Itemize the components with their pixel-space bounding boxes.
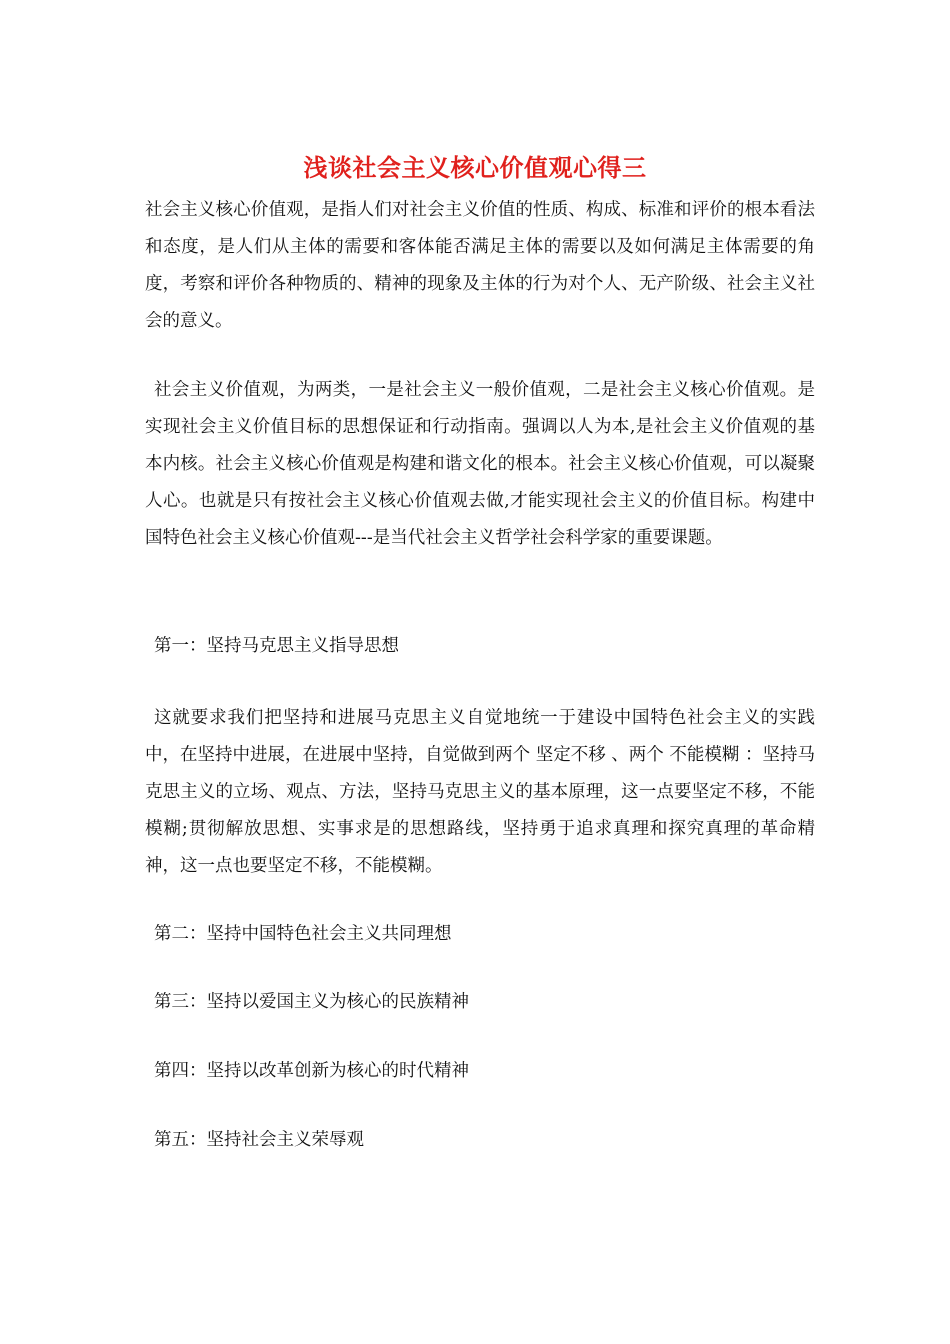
document-title: 浅谈社会主义核心价值观心得三 [303,153,647,182]
paragraph-point-one-detail: 这就要求我们把坚持和进展马克思主义自觉地统一于建设中国特色社会主义的实践中，在坚持中进展，在进展中坚持，自觉做到两个 坚定不移 、两个 不能模糊 ：坚持马克思主义的立场、观点、方法，坚持马克思主义的基本原理，这一点要坚定不移，不能模糊;贯彻解放思想、实事求是的思想路线，坚持勇于追求真理和探究真理的革命精神，这一点也要坚定不移，不能模糊。 [145,708,815,876]
heading-point-four: 第四：坚持以改革创新为核心的时代精神 [154,1061,469,1081]
heading-point-one: 第一：坚持马克思主义指导思想 [154,636,399,656]
heading-point-three: 第三：坚持以爱国主义为核心的民族精神 [154,992,469,1012]
paragraph-value-types: 社会主义价值观，为两类，一是社会主义一般价值观，二是社会主义核心价值观。是实现社会主义价值目标的思想保证和行动指南。强调以人为本,是社会主义价值观的基本内核。社会主义核心价值观是构建和谐文化的根本。社会主义核心价值观，可以凝聚人心。也就是只有按社会主义核心价值观去做,才能实现社会主义的价值目标。构建中国特色社会主义核心价值观---是当代社会主义哲学社会科学家的重要课题。 [145,380,815,548]
paragraph-intro: 社会主义核心价值观，是指人们对社会主义价值的性质、构成、标准和评价的根本看法和态度，是人们从主体的需要和客体能否满足主体的需要以及如何满足主体需要的角度，考察和评价各种物质的、精神的现象及主体的行为对个人、无产阶级、社会主义社会的意义。 [145,200,815,331]
heading-point-two: 第二：坚持中国特色社会主义共同理想 [154,924,452,944]
heading-point-five: 第五：坚持社会主义荣辱观 [154,1130,364,1150]
